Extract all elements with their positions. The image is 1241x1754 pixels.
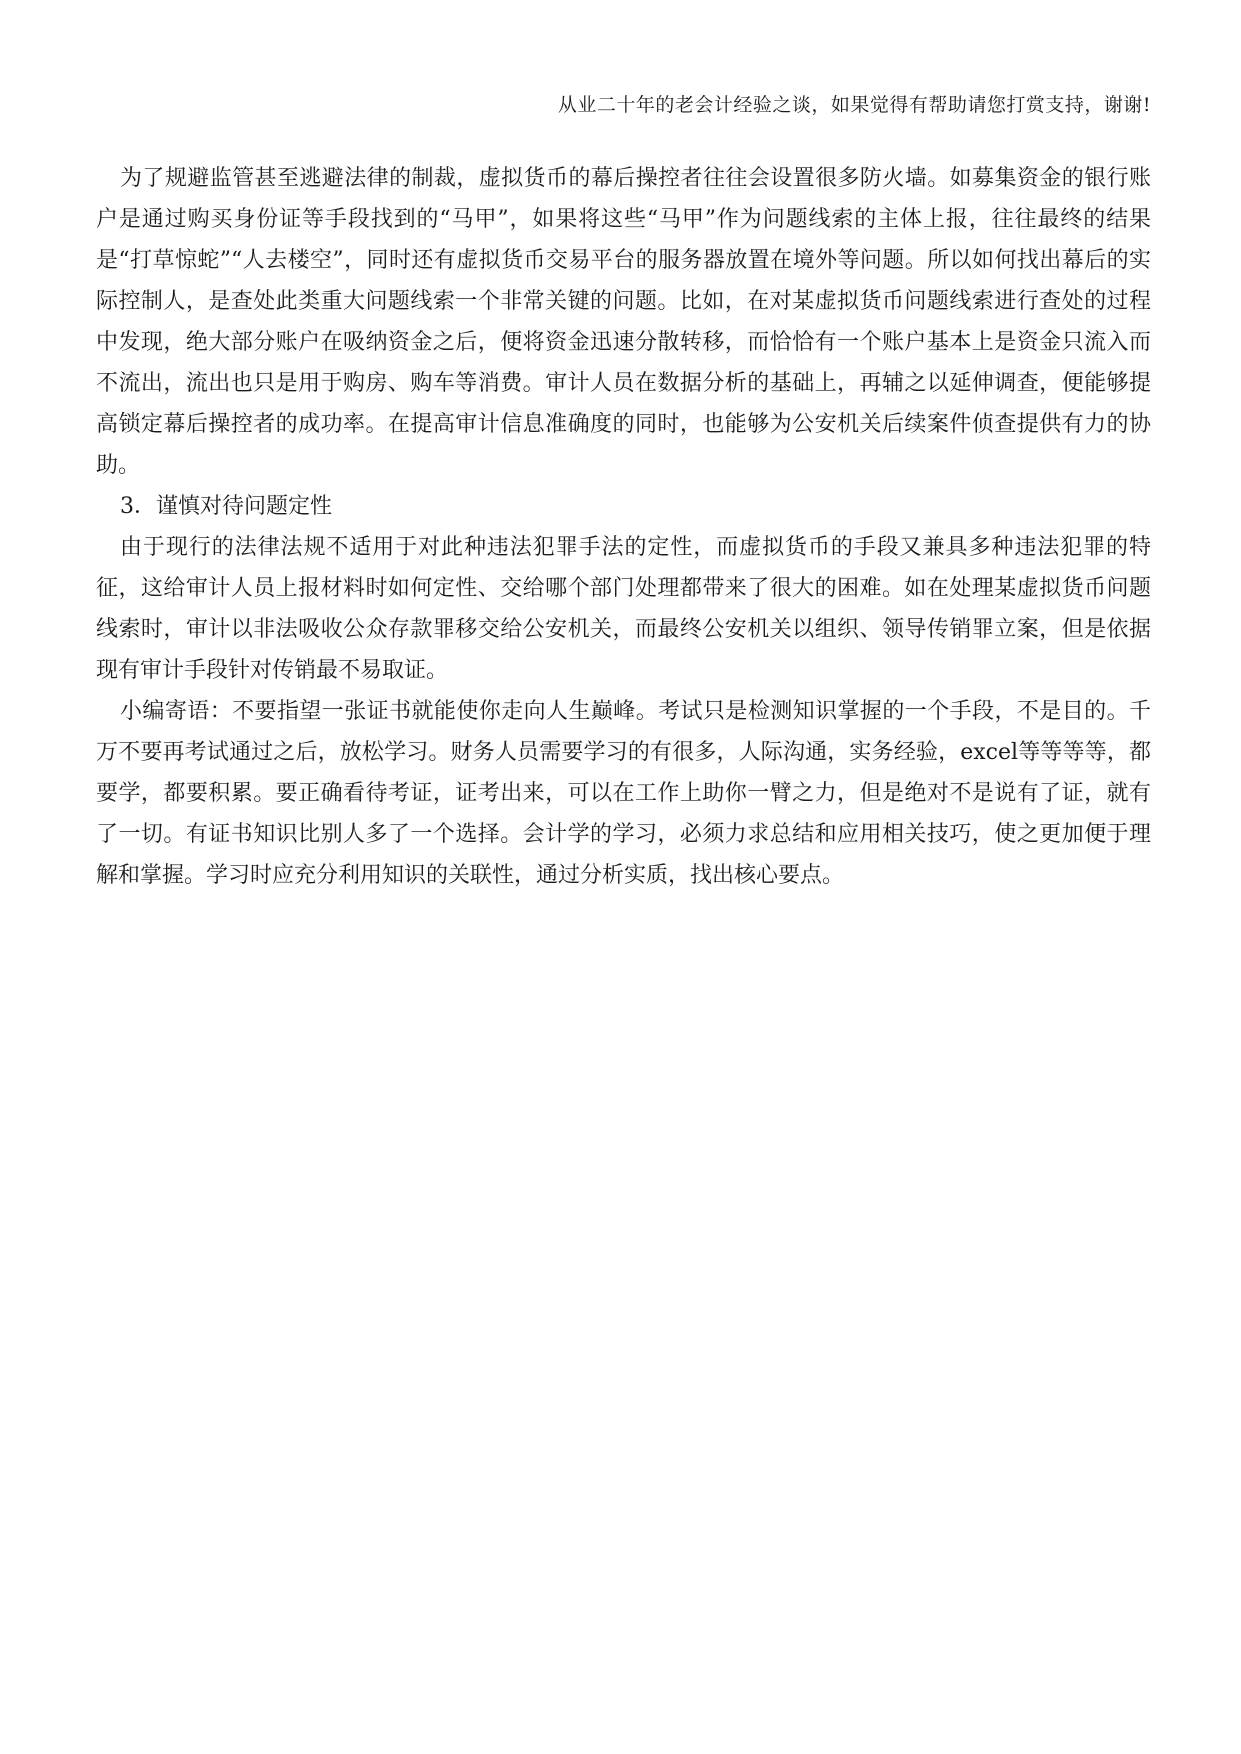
- section-heading-qualification: 3．谨慎对待问题定性: [120, 494, 332, 519]
- paragraph-qualification: 由于现行的法律法规不适用于对此种违法犯罪手法的定性，而虚拟货币的手段又兼具多种违法犯罪的特征，这给审计人员上报材料时如何定性、交给哪个部门处理都带来了很大的困难。如在处理某虚拟货币问题线索时，审计以非法吸收公众存款罪移交给公安机关，而最终公安机关以组织、领导传销罪立案，但是依据现有审计手段针对传销最不易取证。: [96, 535, 1151, 683]
- header-note: 从业二十年的老会计经验之谈，如果觉得有帮助请您打赏支持，谢谢!: [557, 94, 1151, 116]
- paragraph-editor-note: 小编寄语：不要指望一张证书就能使你走向人生巅峰。考试只是检测知识掌握的一个手段，不是目的。千万不要再考试通过之后，放松学习。财务人员需要学习的有很多，人际沟通，实务经验，excel等等等等，都要学，都要积累。要正确看待考证，证考出来，可以在工作上助你一臂之力，但是绝对不是说有了证，就有了一切。有证书知识比别人多了一个选择。会计学的学习，必须力求总结和应用相关技巧，使之更加便于理解和掌握。学习时应充分利用知识的关联性，通过分析实质，找出核心要点。: [96, 699, 1151, 888]
- paragraph-identify-controller: 为了规避监管甚至逃避法律的制裁，虚拟货币的幕后操控者往往会设置很多防火墙。如募集资金的银行账户是通过购买身份证等手段找到的“马甲”，如果将这些“马甲”作为问题线索的主体上报，往往最终的结果是“打草惊蛇”“人去楼空”，同时还有虚拟货币交易平台的服务器放置在境外等问题。所以如何找出幕后的实际控制人，是查处此类重大问题线索一个非常关键的问题。比如，在对某虚拟货币问题线索进行查处的过程中发现，绝大部分账户在吸纳资金之后，便将资金迅速分散转移，而恰恰有一个账户基本上是资金只流入而不流出，流出也只是用于购房、购车等消费。审计人员在数据分析的基础上，再辅之以延伸调查，便能够提高锁定幕后操控者的成功率。在提高审计信息准确度的同时，也能够为公安机关后续案件侦查提供有力的协助。: [96, 166, 1151, 478]
- document-body: [96, 158, 1151, 896]
